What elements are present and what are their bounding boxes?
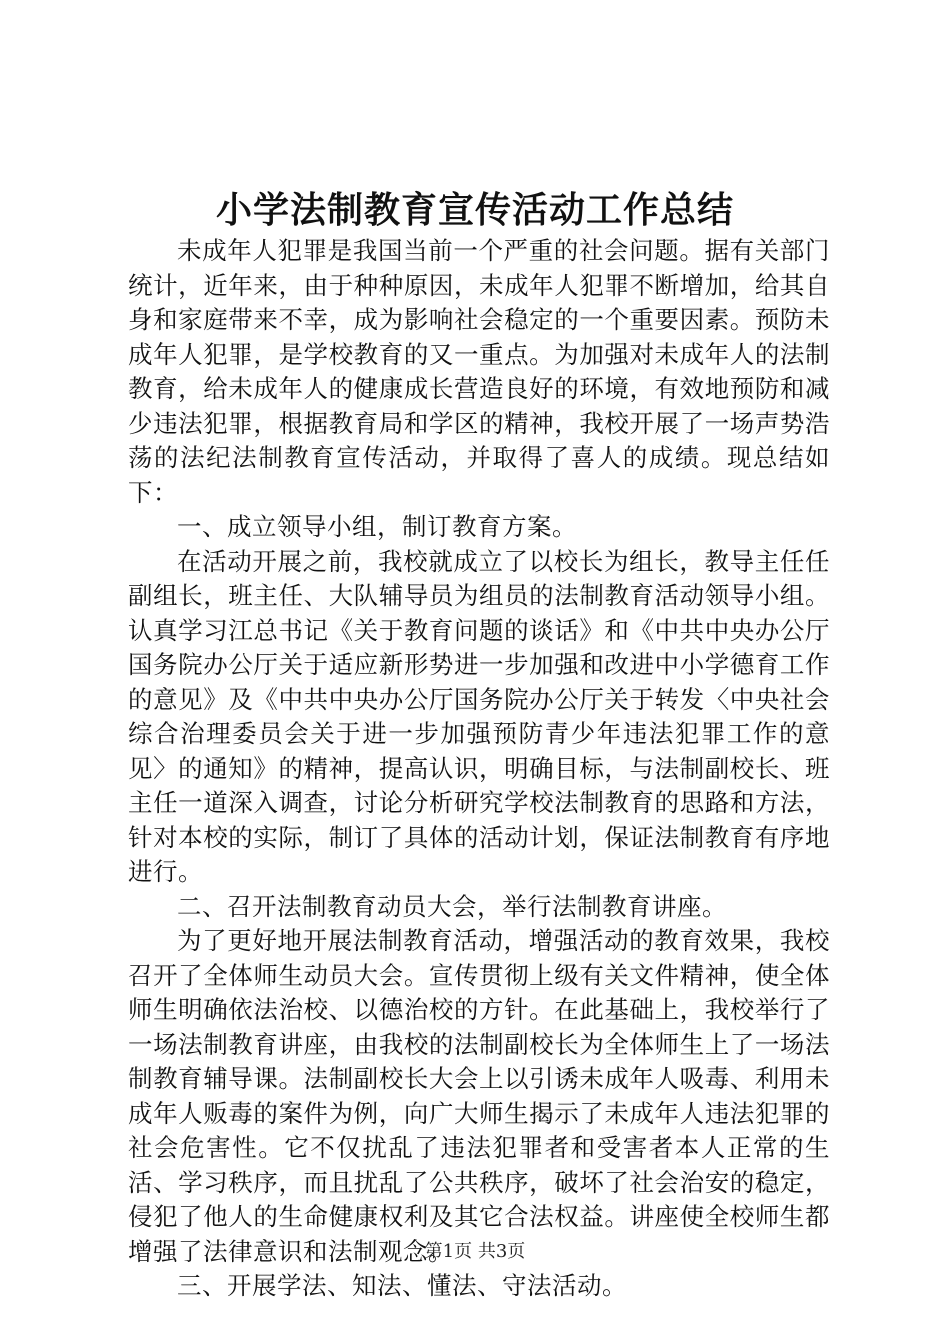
section-paragraph-2: 为了更好地开展法制教育活动，增强活动的教育效果，我校召开了全体师生动员大会。宣传贯彻上级有关文件精神，使全体师生明确依法治校、以德治校的方针。在此基础上，我校举行了一场法制教育讲座，由我校的法制副校长为全体师生上了一场法制教育辅导课。法制副校长大会上以引诱未成年人吸毒、利用未成年人贩毒的案件为例，向广大师生揭示了未成年人违法犯罪的社会危害性。它不仅扰乱了违法犯罪者和受害者本人正常的生活、学习秩序，而且扰乱了公共秩序，破坏了社会治安的稳定，侵犯了他人的生命健康权利及其它合法权益。讲座使全校师生都增强了法律意识和法制观念。 <box>128 926 830 1266</box>
document-body <box>128 234 830 1304</box>
section-heading-3: 三、开展学法、知法、懂法、守法活动。 <box>177 1271 627 1300</box>
intro-paragraph: 未成年人犯罪是我国当前一个严重的社会问题。据有关部门统计，近年来，由于种种原因，未成年人犯罪不断增加，给其自身和家庭带来不幸，成为影响社会稳定的一个重要因素。预防未成年人犯罪，是学校教育的又一重点。为加强对未成年人的法制教育，给未成年人的健康成长营造良好的环境，有效地预防和减少违法犯罪，根据教育局和学区的精神，我校开展了一场声势浩荡的法纪法制教育宣传活动，并取得了喜人的成绩。现总结如下： <box>128 236 830 507</box>
section-heading-2: 二、召开法制教育动员大会，举行法制教育讲座。 <box>177 891 727 921</box>
section-paragraph-1: 在活动开展之前，我校就成立了以校长为组长，教导主任任副组长，班主任、大队辅导员为组员的法制教育活动领导小组。认真学习江总书记《关于教育问题的谈话》和《中共中央办公厅国务院办公厅关于适应新形势进一步加强和改进中小学德育工作的意见》及《中共中央办公厅国务院办公厅关于转发〈中央社会综合治理委员会关于进一步加强预防青少年违法犯罪工作的意见〉的通知》的精神，提高认识，明确目标，与法制副校长、班主任一道深入调查，讨论分析研究学校法制教育的思路和方法，针对本校的实际，制订了具体的活动计划，保证法制教育有序地进行。 <box>128 546 830 886</box>
document-title: 小学法制教育宣传活动工作总结 <box>215 189 734 231</box>
section-heading-1: 一、成立领导小组，制订教育方案。 <box>177 512 577 541</box>
page-number-footer: 第1页 共3页 <box>424 1241 526 1262</box>
